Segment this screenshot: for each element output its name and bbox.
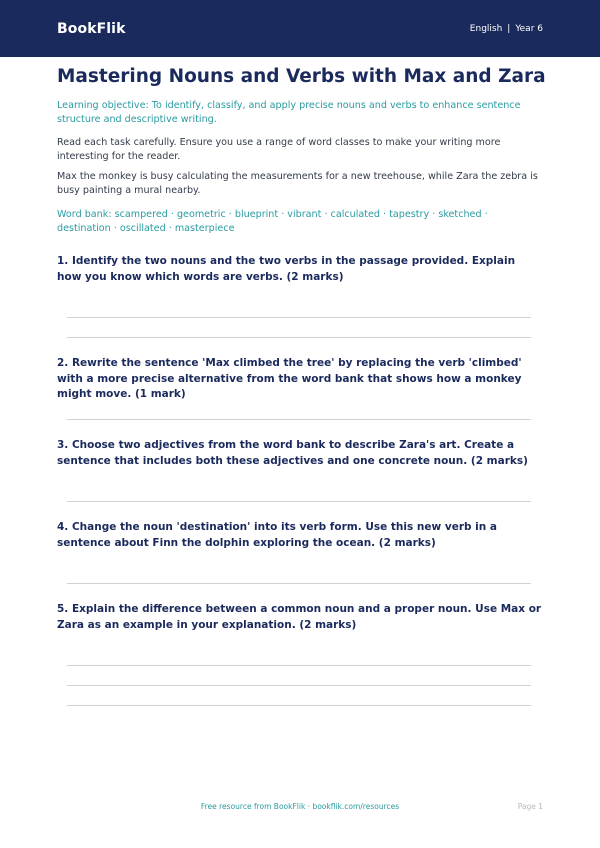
question-5: 5. Explain the difference between a common noun and a proper noun. Use Max or Zara as an example in your explanation. (2 marks) — [57, 603, 542, 631]
brand-logo: BookFlik — [57, 20, 126, 37]
page-title: Mastering Nouns and Verbs with Max and Zara — [57, 66, 546, 87]
learning-objective: Learning objective: To identify, classify, and apply precise nouns and verbs to enhance sentence structure and descriptive writing. — [57, 100, 521, 125]
page-number: Page 1 — [517, 802, 543, 811]
question-3: 3. Choose two adjectives from the word bank to describe Zara's art. Create a sentence that includes both these adjectives and one concrete noun. (2 marks) — [57, 439, 528, 467]
word-bank: Word bank: scampered · geometric · blueprint · vibrant · calculated · tapestry · sketched · destination · oscillated · masterpiece — [57, 209, 488, 234]
header-meta — [470, 24, 543, 34]
answer-line[interactable] — [67, 337, 531, 338]
header-bar — [0, 0, 600, 57]
subject-label: English — [469, 23, 503, 34]
footer-text: Free resource from BookFlik · bookflik.com/resources — [200, 802, 400, 811]
answer-line[interactable] — [67, 665, 531, 666]
answer-line[interactable] — [67, 419, 531, 420]
answer-line[interactable] — [67, 501, 531, 502]
answer-line[interactable] — [67, 705, 531, 706]
year-label: Year 6 — [515, 23, 543, 34]
answer-line[interactable] — [67, 317, 531, 318]
passage: Max the monkey is busy calculating the measurements for a new treehouse, while Zara the zebra is busy painting a mural nearby. — [57, 171, 538, 196]
question-1: 1. Identify the two nouns and the two verbs in the passage provided. Explain how you know which words are verbs. (2 marks) — [57, 255, 516, 283]
meta-separator: | — [507, 23, 511, 34]
question-2: 2. Rewrite the sentence 'Max climbed the tree' by replacing the verb 'climbed' with a more precise alternative from the word bank that shows how a monkey might move. (1 mark) — [57, 357, 522, 400]
answer-line[interactable] — [67, 685, 531, 686]
question-4: 4. Change the noun 'destination' into its verb form. Use this new verb in a sentence about Finn the dolphin exploring the ocean. (2 marks) — [57, 521, 497, 549]
instructions: Read each task carefully. Ensure you use a range of word classes to make your writing more interesting for the reader. — [57, 137, 501, 162]
answer-line[interactable] — [67, 583, 531, 584]
